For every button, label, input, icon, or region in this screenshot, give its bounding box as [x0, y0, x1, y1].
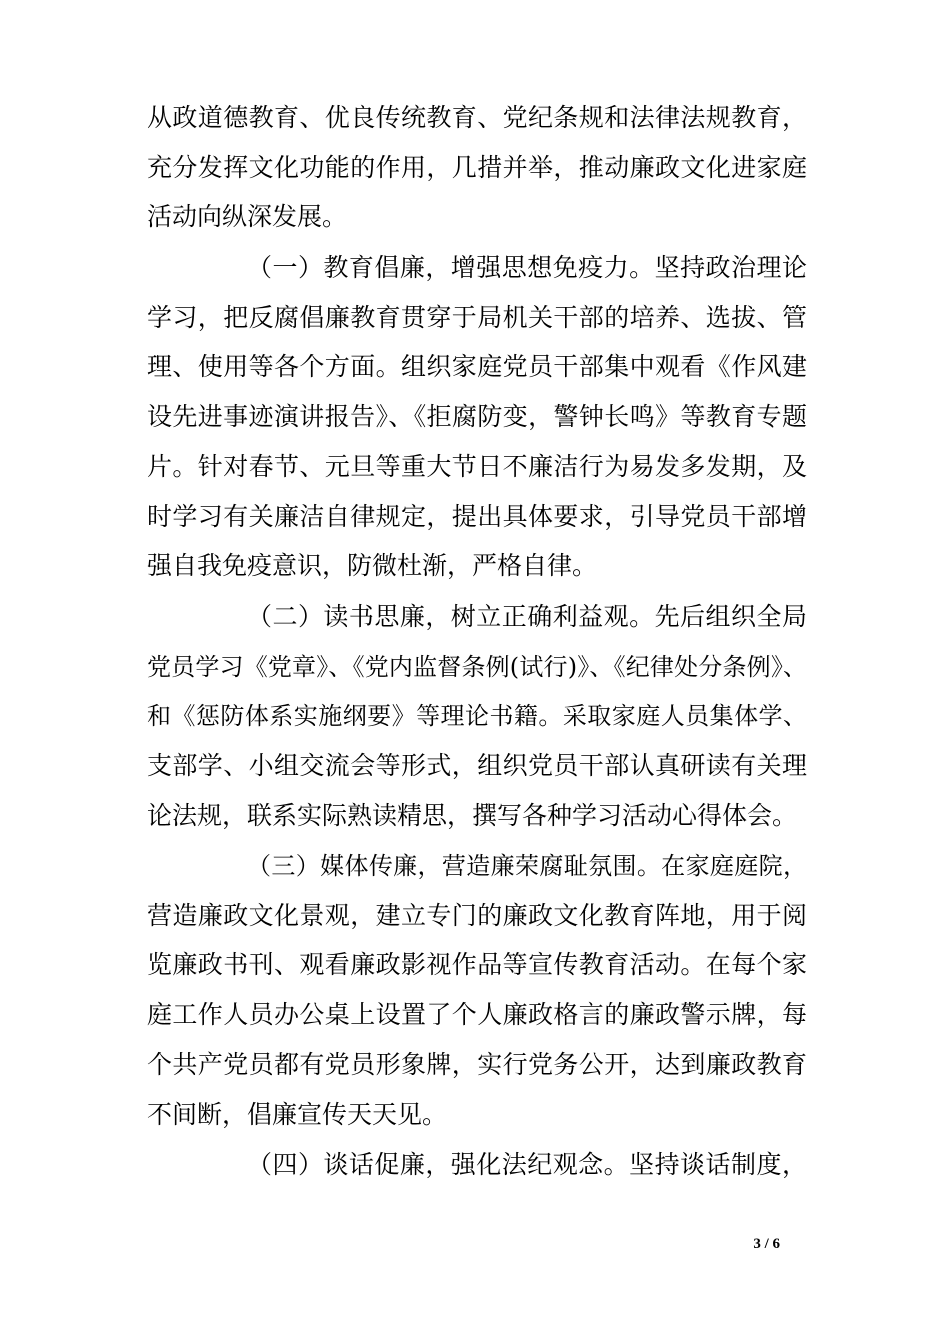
body-text-line: 学习，把反腐倡廉教育贯穿于局机关干部的培养、选拔、管 — [147, 303, 807, 332]
paragraph-first-line: （二）读书思廉，树立正确利益观。先后组织全局 — [247, 602, 807, 631]
body-text-line: 活动向纵深发展。 — [147, 202, 348, 231]
body-text-line: 理、使用等各个方面。组织家庭党员干部集中观看《作风建 — [147, 352, 807, 381]
body-text-line: 览廉政书刊、观看廉政影视作品等宣传教育活动。在每个家 — [147, 950, 807, 979]
body-text-line: 片。针对春节、元旦等重大节日不廉洁行为易发多发期，及 — [147, 452, 807, 481]
body-text-line: 充分发挥文化功能的作用，几措并举，推动廉政文化进家庭 — [147, 153, 807, 182]
body-text-line: 论法规，联系实际熟读精思，撰写各种学习活动心得体会。 — [147, 801, 798, 830]
body-text-line: 设先进事迹演讲报告》、《拒腐防变，警钟长鸣》等教育专题 — [147, 402, 807, 431]
body-text-line: 强自我免疫意识，防微杜渐，严格自律。 — [147, 551, 598, 580]
body-text-line: 和《惩防体系实施纲要》等理论书籍。采取家庭人员集体学、 — [147, 702, 807, 730]
paragraph-first-line: （四）谈话促廉，强化法纪观念。坚持谈话制度， — [247, 1150, 807, 1179]
body-text-line: 从政道德教育、优良传统教育、党纪条规和法律法规教育， — [147, 103, 807, 132]
body-text-line: 时学习有关廉洁自律规定，提出具体要求，引导党员干部增 — [147, 502, 807, 531]
body-text-line: 个共产党员都有党员形象牌，实行党务公开，达到廉政教育 — [147, 1050, 807, 1079]
body-text-line: 庭工作人员办公桌上设置了个人廉政格言的廉政警示牌，每 — [147, 1000, 807, 1029]
body-text-line: 支部学、小组交流会等形式，组织党员干部认真研读有关理 — [147, 751, 807, 780]
body-text-line: 营造廉政文化景观，建立专门的廉政文化教育阵地，用于阅 — [147, 901, 807, 930]
page-number: 3 / 6 — [753, 1236, 780, 1252]
body-text-line: 党员学习《党章》、《党内监督条例(试行)》、《纪律处分条例》、 — [147, 653, 807, 681]
paragraph-first-line: （一）教育倡廉，增强思想免疫力。坚持政治理论 — [247, 253, 807, 282]
body-text-line: 不间断，倡廉宣传天天见。 — [147, 1100, 448, 1129]
paragraph-first-line: （三）媒体传廉，营造廉荣腐耻氛围。在家庭庭院， — [247, 852, 807, 880]
